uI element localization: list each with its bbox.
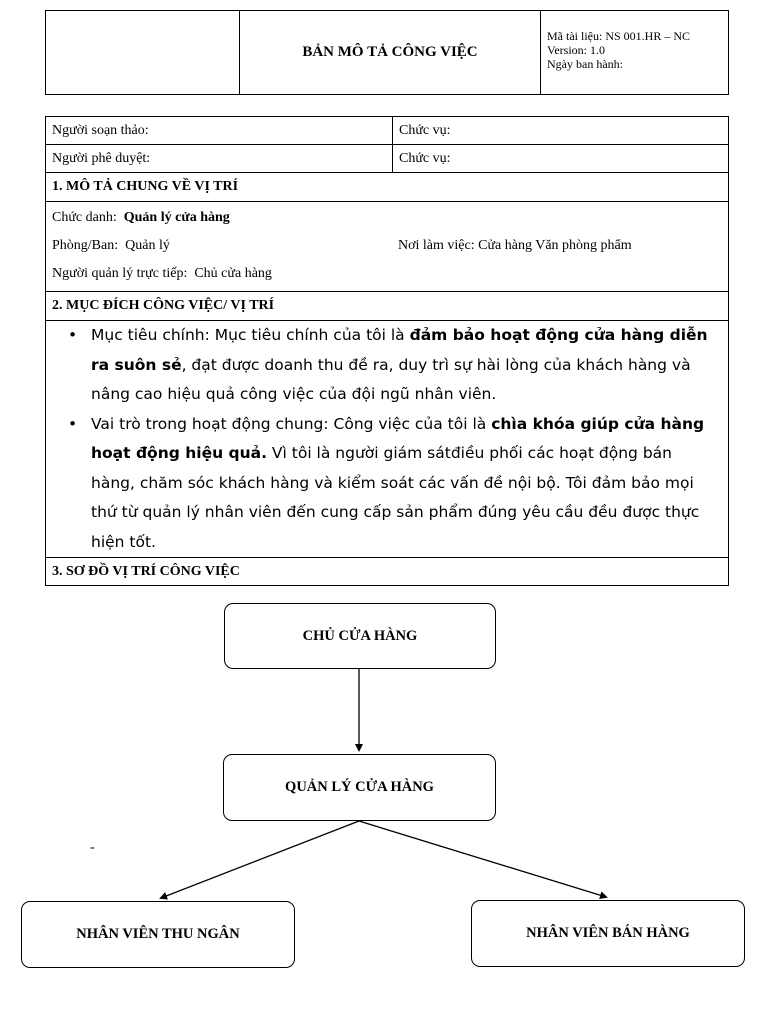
section3-title: 3. SƠ ĐỒ VỊ TRÍ CÔNG VIỆC bbox=[46, 558, 729, 586]
section2-title: 2. MỤC ĐÍCH CÔNG VIỆC/ VỊ TRÍ bbox=[46, 292, 729, 321]
bullet2-prefix: Vai trò trong hoạt động chung: Công việc của tôi là bbox=[91, 414, 492, 433]
connector-middle-to-left bbox=[161, 821, 359, 898]
doc-code: Mã tài liệu: NS 001.HR – NC bbox=[547, 29, 690, 43]
org-node-store-manager: QUẢN LÝ CỬA HÀNG bbox=[223, 754, 496, 821]
workplace-label: Nơi làm việc: bbox=[398, 238, 475, 253]
workplace-value: Cửa hàng Văn phòng phẩm bbox=[478, 238, 632, 253]
direct-manager-value: Chủ cửa hàng bbox=[194, 266, 272, 281]
stray-mark: - bbox=[90, 840, 95, 855]
bullet2-bold: chìa khóa giúp cửa hàng hoạt động hiệu quả. bbox=[91, 414, 705, 462]
job-title-value: Quản lý cửa hàng bbox=[123, 210, 230, 225]
document-title: BẢN MÔ TẢ CÔNG VIỆC bbox=[240, 11, 541, 94]
job-title-label: Chức danh: bbox=[52, 210, 117, 225]
org-node-sales-staff: NHÂN VIÊN BÁN HÀNG bbox=[471, 900, 745, 967]
doc-version: Version: 1.0 bbox=[547, 43, 605, 57]
bullet2-suffix: Vì tôi là người giám sátđiều phối các hoạt động bán hàng, chăm sóc khách hàng và kiểm soát các vấn đề nội bộ. Tôi đảm bảo mọi thứ từ quản lý nhân viên đến cung cấp sản phẩm đúng yêu cầu đều được thực hiện tốt. bbox=[91, 444, 700, 551]
bullet1-prefix: Mục tiêu chính: Mục tiêu chính của tôi là bbox=[91, 326, 410, 344]
org-node-owner: CHỦ CỬA HÀNG bbox=[224, 603, 496, 669]
connector-middle-to-right bbox=[359, 821, 606, 897]
approver-position-label: Chức vụ: bbox=[393, 145, 729, 173]
bullet-icon: • bbox=[68, 326, 78, 344]
department-label: Phòng/Ban: bbox=[52, 238, 119, 253]
direct-manager-label: Người quản lý trực tiếp: bbox=[52, 266, 188, 281]
section1-title: 1. MÔ TẢ CHUNG VỀ VỊ TRÍ bbox=[46, 173, 729, 202]
author-position-label: Chức vụ: bbox=[393, 117, 729, 145]
approver-label: Người phê duyệt: bbox=[46, 145, 393, 173]
bullet1-suffix: , đạt được doanh thu đề ra, duy trì sự hài lòng của khách hàng và nâng cao hiệu quả công việc của đội ngũ nhân viên. bbox=[91, 355, 691, 403]
department-value: Quản lý bbox=[125, 238, 170, 253]
author-label: Người soạn thảo: bbox=[46, 117, 393, 145]
bullet1-bold: đảm bảo hoạt động cửa hàng diễn ra suôn sẻ bbox=[91, 326, 708, 374]
org-node-cashier: NHÂN VIÊN THU NGÂN bbox=[21, 901, 295, 968]
doc-issue-date: Ngày ban hành: bbox=[547, 57, 623, 71]
bullet-icon: • bbox=[68, 414, 78, 433]
